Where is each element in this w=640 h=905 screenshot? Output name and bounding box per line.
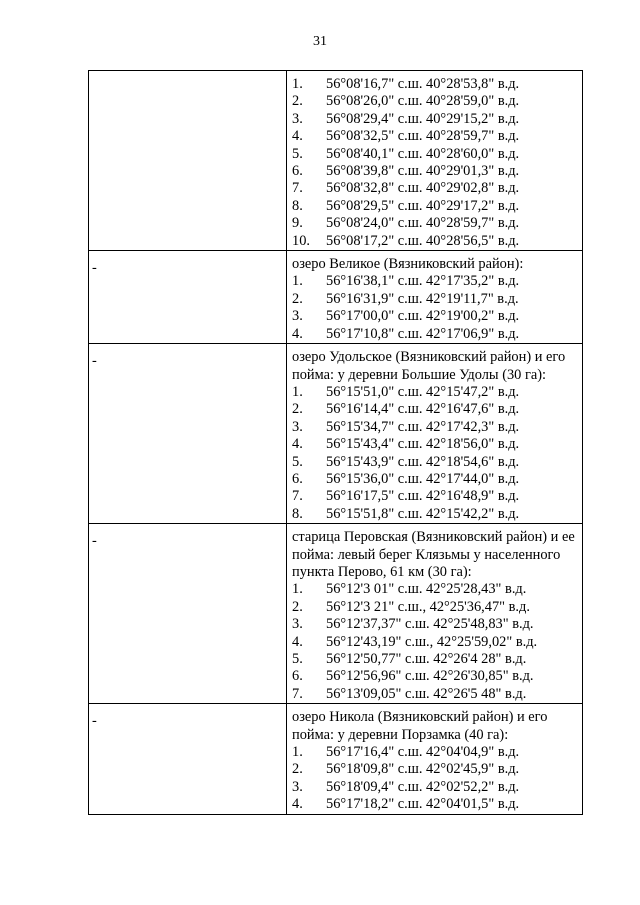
object-marker-cell bbox=[89, 524, 287, 704]
point-number: 7. bbox=[292, 180, 303, 197]
point-coordinates: 56°12'3 21" с.ш., 42°25'36,47" в.д. bbox=[326, 598, 530, 615]
object-marker-cell bbox=[89, 71, 287, 251]
coordinate-point bbox=[292, 93, 578, 110]
coordinate-point bbox=[292, 761, 578, 778]
point-coordinates: 56°08'32,8" с.ш. 40°29'02,8" в.д. bbox=[326, 180, 520, 197]
point-number: 8. bbox=[292, 197, 303, 214]
table-row bbox=[89, 71, 583, 251]
point-number: 4. bbox=[292, 436, 303, 453]
coordinate-point bbox=[292, 651, 578, 668]
coordinate-point bbox=[292, 779, 578, 796]
coordinate-point bbox=[292, 146, 578, 163]
coordinate-point bbox=[292, 384, 578, 401]
point-number: 2. bbox=[292, 598, 303, 615]
point-coordinates: 56°12'50,77" с.ш. 42°26'4 28" в.д. bbox=[326, 651, 527, 667]
point-number: 4. bbox=[292, 128, 303, 145]
point-number: 3. bbox=[292, 418, 303, 435]
point-coordinates: 56°16'17,5" с.ш. 42°16'48,9" в.д. bbox=[326, 488, 520, 505]
coordinate-point bbox=[292, 488, 578, 505]
point-coordinates: 56°17'16,4" с.ш. 42°04'04,9" в.д. bbox=[326, 744, 520, 761]
point-coordinates: 56°16'38,1" с.ш. 42°17'35,2" в.д. bbox=[326, 273, 520, 290]
coordinate-point bbox=[292, 326, 578, 343]
point-number: 1. bbox=[292, 76, 303, 92]
object-title: старица Перовская (Вязниковский район) и ее пойма: левый берег Клязьмы у населенного пункта Перово, 61 км (30 га): bbox=[292, 529, 575, 580]
point-coordinates: 56°08'24,0" с.ш. 40°28'59,7" в.д. bbox=[326, 215, 520, 232]
coordinate-point bbox=[292, 506, 578, 523]
point-coordinates: 56°15'43,9" с.ш. 42°18'54,6" в.д. bbox=[326, 453, 520, 470]
point-number: 4. bbox=[292, 325, 303, 342]
point-coordinates: 56°12'43,19" с.ш., 42°25'59,02" в.д. bbox=[326, 633, 538, 650]
coordinate-point bbox=[292, 291, 578, 308]
coordinates-table bbox=[88, 70, 583, 815]
coordinate-point bbox=[292, 233, 578, 250]
point-number: 1. bbox=[292, 581, 303, 598]
coordinate-point bbox=[292, 744, 578, 761]
point-coordinates: 56°15'34,7" с.ш. 42°17'42,3" в.д. bbox=[326, 418, 520, 435]
row-marker: - bbox=[92, 353, 97, 370]
point-coordinates: 56°08'29,5" с.ш. 40°29'17,2" в.д. bbox=[326, 197, 520, 214]
object-title: озеро Никола (Вязниковский район) и его пойма: у деревни Порзамка (40 га): bbox=[292, 709, 548, 743]
point-number: 6. bbox=[292, 163, 303, 180]
coordinate-point bbox=[292, 599, 578, 616]
object-description-cell bbox=[287, 524, 583, 704]
page-number: 31 bbox=[313, 34, 327, 49]
coordinate-point bbox=[292, 111, 578, 128]
point-number: 5. bbox=[292, 145, 303, 162]
point-number: 2. bbox=[292, 401, 303, 418]
point-number: 2. bbox=[292, 761, 303, 778]
point-number: 7. bbox=[292, 488, 303, 505]
row-marker: - bbox=[92, 533, 97, 550]
point-coordinates: 56°16'31,9" с.ш. 42°19'11,7" в.д. bbox=[326, 290, 519, 307]
table-row bbox=[89, 251, 583, 344]
coordinate-point bbox=[292, 634, 578, 651]
coordinate-point bbox=[292, 454, 578, 471]
point-number: 6. bbox=[292, 668, 303, 685]
point-coordinates: 56°08'17,2" с.ш. 40°28'56,5" в.д. bbox=[326, 232, 520, 249]
coordinate-point bbox=[292, 796, 578, 813]
point-number: 6. bbox=[292, 470, 303, 487]
point-coordinates: 56°08'29,4" с.ш. 40°29'15,2" в.д. bbox=[326, 110, 520, 127]
point-coordinates: 56°17'10,8" с.ш. 42°17'06,9" в.д. bbox=[326, 325, 520, 342]
point-number: 9. bbox=[292, 215, 303, 232]
coordinate-point bbox=[292, 581, 578, 598]
point-coordinates: 56°18'09,4" с.ш. 42°02'52,2" в.д. bbox=[326, 778, 520, 795]
point-coordinates: 56°12'3 01" с.ш. 42°25'28,43" в.д. bbox=[326, 581, 527, 598]
table-row bbox=[89, 704, 583, 814]
coordinate-point bbox=[292, 215, 578, 232]
point-number: 5. bbox=[292, 651, 303, 667]
table-row bbox=[89, 524, 583, 704]
point-coordinates: 56°15'36,0" с.ш. 42°17'44,0" в.д. bbox=[326, 470, 520, 487]
point-number: 2. bbox=[292, 93, 303, 110]
coordinate-point bbox=[292, 128, 578, 145]
coordinate-point bbox=[292, 198, 578, 215]
object-description-cell bbox=[287, 704, 583, 814]
point-number: 4. bbox=[292, 796, 303, 813]
coordinate-point bbox=[292, 436, 578, 453]
point-coordinates: 56°16'14,4" с.ш. 42°16'47,6" в.д. bbox=[326, 401, 520, 418]
point-number: 4. bbox=[292, 633, 303, 650]
object-marker-cell bbox=[89, 704, 287, 814]
coordinate-point bbox=[292, 616, 578, 633]
object-marker-cell bbox=[89, 344, 287, 524]
object-description-cell bbox=[287, 251, 583, 344]
point-coordinates: 56°17'18,2" с.ш. 42°04'01,5" в.д. bbox=[326, 796, 520, 813]
coordinate-point bbox=[292, 163, 578, 180]
point-number: 2. bbox=[292, 290, 303, 307]
point-coordinates: 56°15'51,8" с.ш. 42°15'42,2" в.д. bbox=[326, 505, 520, 522]
point-coordinates: 56°17'00,0" с.ш. 42°19'00,2" в.д. bbox=[326, 308, 520, 325]
point-coordinates: 56°18'09,8" с.ш. 42°02'45,9" в.д. bbox=[326, 761, 520, 778]
coordinate-point bbox=[292, 686, 578, 703]
object-description-cell bbox=[287, 344, 583, 524]
point-number: 3. bbox=[292, 616, 303, 633]
object-marker-cell bbox=[89, 251, 287, 344]
coordinate-point bbox=[292, 308, 578, 325]
coordinate-point bbox=[292, 419, 578, 436]
point-number: 7. bbox=[292, 685, 303, 702]
coordinate-point bbox=[292, 668, 578, 685]
point-coordinates: 56°12'56,96" с.ш. 42°26'30,85" в.д. bbox=[326, 668, 534, 685]
point-number: 3. bbox=[292, 778, 303, 795]
coordinate-point bbox=[292, 401, 578, 418]
point-coordinates: 56°15'43,4" с.ш. 42°18'56,0" в.д. bbox=[326, 436, 520, 453]
point-number: 10. bbox=[292, 232, 310, 249]
point-number: 1. bbox=[292, 744, 303, 761]
point-coordinates: 56°15'51,0" с.ш. 42°15'47,2" в.д. bbox=[326, 383, 520, 400]
point-number: 1. bbox=[292, 273, 303, 290]
point-coordinates: 56°13'09,05" с.ш. 42°26'5 48" в.д. bbox=[326, 685, 527, 702]
row-marker: - bbox=[92, 713, 97, 730]
point-number: 1. bbox=[292, 383, 303, 400]
coordinate-point bbox=[292, 273, 578, 290]
point-coordinates: 56°08'39,8" с.ш. 40°29'01,3" в.д. bbox=[326, 163, 520, 180]
point-number: 3. bbox=[292, 110, 303, 127]
point-coordinates: 56°08'32,5" с.ш. 40°28'59,7" в.д. bbox=[326, 128, 520, 145]
point-coordinates: 56°08'26,0" с.ш. 40°28'59,0" в.д. bbox=[326, 93, 520, 110]
point-coordinates: 56°08'40,1" с.ш. 40°28'60,0" в.д. bbox=[326, 145, 520, 162]
coordinate-point bbox=[292, 76, 578, 93]
point-coordinates: 56°08'16,7" с.ш. 40°28'53,8" в.д. bbox=[326, 76, 520, 92]
point-coordinates: 56°12'37,37" с.ш. 42°25'48,83" в.д. bbox=[326, 616, 534, 633]
object-title: озеро Удольское (Вязниковский район) и его пойма: у деревни Большие Удолы (30 га): bbox=[292, 349, 566, 383]
object-title: озеро Великое (Вязниковский район): bbox=[292, 256, 524, 273]
object-description-cell bbox=[287, 71, 583, 251]
point-number: 8. bbox=[292, 505, 303, 522]
row-marker: - bbox=[92, 260, 97, 277]
coordinate-point bbox=[292, 471, 578, 488]
table-row bbox=[89, 344, 583, 524]
point-number: 3. bbox=[292, 308, 303, 325]
point-number: 5. bbox=[292, 453, 303, 470]
coordinate-point bbox=[292, 180, 578, 197]
